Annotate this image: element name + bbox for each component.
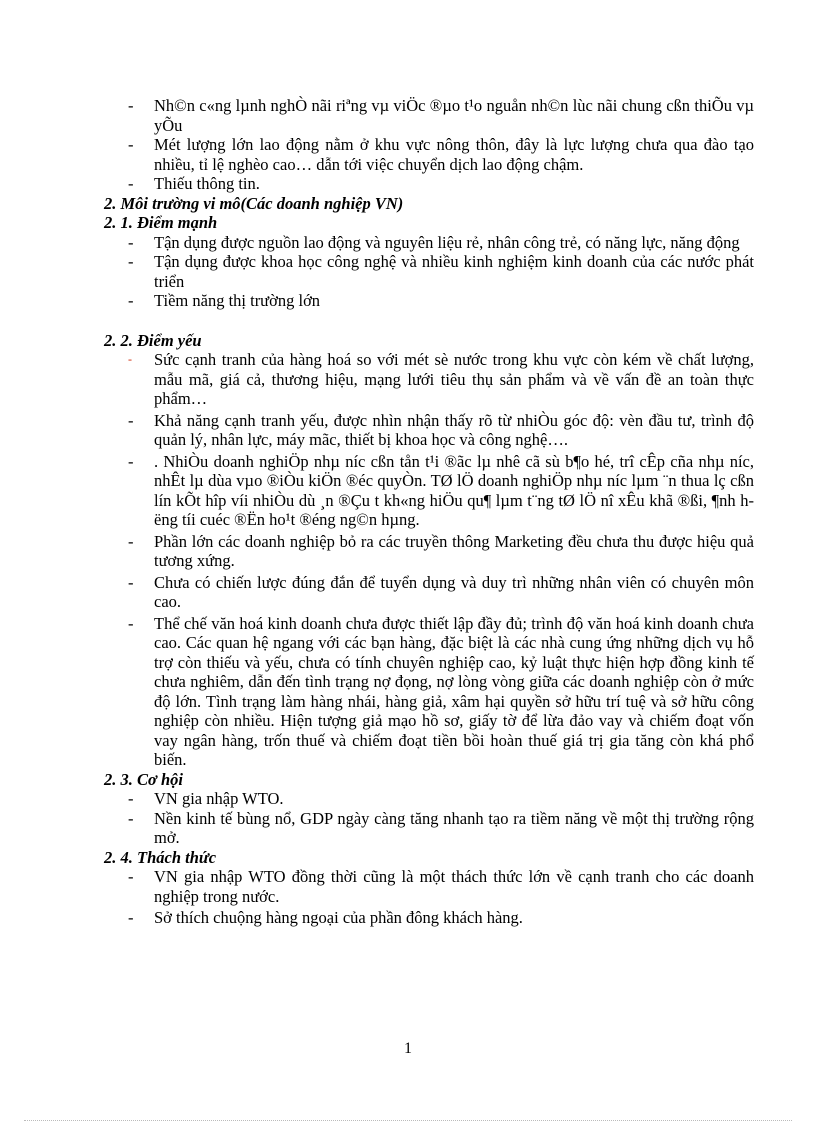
threats-list [104, 867, 754, 928]
bullet-dash: - [128, 96, 134, 115]
list-item: - Chưa có chiến lược đúng đắn để tuyển dụng và duy trì những nhân viên có chuyên môn cao. [128, 572, 754, 611]
section-heading: 2. Môi trường vi mô(Các doanh nghiệp VN) [104, 193, 404, 213]
list-item: - Mét lượng lớn lao động nằm ở khu vực nông thôn, đây là lực lượng chưa qua đào tạo nhiều, tỉ lệ nghèo cao… dẫn tới việc chuyển dịch lao động chậm. [128, 135, 754, 174]
list-item: - Sức cạnh tranh của hàng hoá so với mét sè nước trong khu vực còn kém về chất lượng, mẫu mã, giá cả, thương hiệu, mạng lưới tiêu thụ sản phẩm và về vấn đề an toàn thực phẩm… [128, 350, 754, 408]
list-item: - Nền kinh tế bùng nổ, GDP ngày càng tăng nhanh tạo ra tiềm năng về một thị trường rộng mở. [128, 808, 754, 847]
bullet-dash: - [128, 232, 134, 252]
strengths-list [104, 233, 754, 311]
document-body [104, 96, 754, 928]
subsection-heading-weaknesses: 2. 2. Điểm yếu [104, 330, 202, 350]
subsection-heading-strengths: 2. 1. Điểm mạnh [104, 213, 218, 232]
bullet-dash: - [128, 613, 134, 633]
list-item: - Nh©n c«ng lµnh nghÒ nãi riªng vµ viÖc ®µo t¹o nguån nh©n lùc nãi chung cßn thiÕu vµ yÕu [128, 96, 754, 135]
bullet-dash: - [128, 352, 132, 366]
bullet-dash: - [128, 572, 134, 592]
bullet-dash: - [128, 135, 134, 154]
bullet-dash: - [128, 291, 134, 310]
bullet-dash: - [128, 808, 134, 828]
list-item: - VN gia nhập WTO. [128, 789, 284, 808]
bullet-dash: - [128, 174, 134, 193]
weaknesses-list [104, 350, 754, 770]
subsection-heading-opportunities: 2. 3. Cơ hội [104, 769, 183, 789]
intro-bullet-list [104, 96, 754, 194]
bullet-dash: - [128, 252, 134, 271]
opportunities-list [104, 789, 754, 848]
bullet-dash: - [128, 410, 134, 430]
list-item: - Tận dụng được nguồn lao động và nguyên liệu rẻ, nhân công trẻ, có năng lực, năng động [128, 232, 740, 252]
bullet-dash: - [128, 531, 134, 551]
list-item: - VN gia nhập WTO đồng thời cũng là một thách thức lớn về cạnh tranh cho các doanh nghiệp trong nước. [128, 867, 754, 906]
list-item: - Thể chế văn hoá kinh doanh chưa được thiết lập đầy đủ; trình độ văn hoá kinh doanh chưa cao. Các quan hệ ngang với các bạn hàng, đặc biệt là các nhà cung ứng những dịch vụ hỗ trợ còn thiếu và yếu, chưa có tính chuyên nghiệp cao, kỷ luật thực hiện hợp đồng kinh tế chưa nghiêm, dẫn đến tình trạng nợ đọng, nợ lòng vòng giữa các doanh nghiệp còn ở mức độ lớn. Tình trạng làm hàng nhái, hàng giả, xâm hại quyền sở hữu trí tuệ và sở hữu công nghiệp còn nhiều. Hiện tượng giả mạo hồ sơ, giấy tờ để lừa đảo vay và chiếm đoạt vốn vay ngân hàng, trốn thuế và chiếm đoạt tiền bồi hoàn thuế giá trị gia tăng còn khá phổ biến. [128, 613, 754, 769]
list-item: - Khả năng cạnh tranh yếu, được nhìn nhận thấy rõ từ nhiÒu góc độ: vèn đầu tư, trình độ quản lý, nhân lực, máy mãc, thiết bị khoa học và công nghệ…. [128, 410, 754, 449]
bullet-dash: - [128, 867, 134, 886]
list-item: - Thiếu thông tin. [128, 174, 260, 193]
bullet-dash: - [128, 451, 134, 471]
list-item: - Sở thích chuộng hàng ngoại của phần đông khách hàng. [128, 908, 523, 927]
bullet-dash: - [128, 789, 134, 808]
list-item: - . NhiÒu doanh nghiÖp nhµ níc cßn tån t¹i ®ãc lµ nhê cã sù b¶o hé, trî cÊp cña nhµ níc, nhÊt lµ dùa vµo ®iÒu kiÖn ®éc quyÒn. TØ lÖ doanh nghiÖp nhµ níc lµm ¨n thua lç cßn lín kÕt hîp víi nhiÒu dù ¸n ®Çu t kh«ng hiÖu qu¶ lµm t¨ng tØ lÖ nî xÊu khã ®ßi, ¶nh hëng tíi cuéc ®Ën ho¹t ®éng ng©n hµng. [128, 451, 754, 529]
bullet-dash: - [128, 908, 134, 927]
page-number: 1 [404, 1040, 412, 1057]
page-bottom-divider [24, 1120, 792, 1121]
list-item: - Tiềm năng thị trường lớn [128, 291, 321, 310]
subsection-heading-threats: 2. 4. Thách thức [104, 847, 217, 867]
list-item: - Phần lớn các doanh nghiệp bỏ ra các truyền thông Marketing đều chưa thu được hiệu quả tương xứng. [128, 531, 754, 570]
list-item: - Tận dụng được khoa học công nghệ và nhiều kinh nghiệm kinh doanh của các nước phát triển [128, 252, 754, 291]
